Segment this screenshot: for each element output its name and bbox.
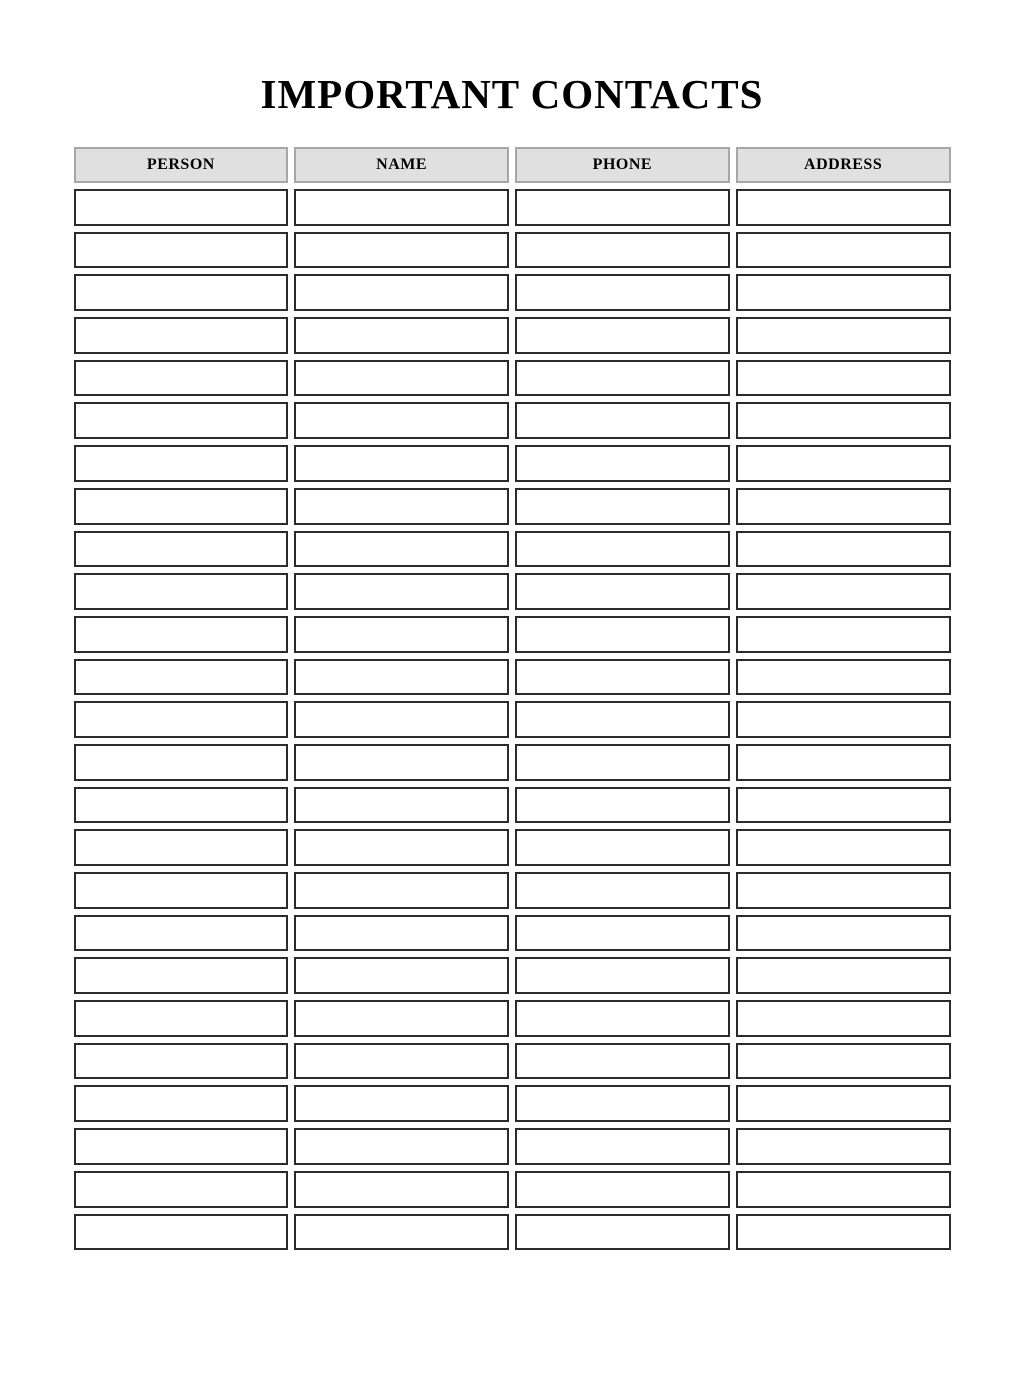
contact-cell-address[interactable] bbox=[736, 232, 951, 269]
contact-cell-name[interactable] bbox=[294, 872, 509, 909]
contact-cell-address[interactable] bbox=[736, 317, 951, 354]
contact-cell-address[interactable] bbox=[736, 360, 951, 397]
column-header-phone: PHONE bbox=[515, 147, 730, 183]
contact-cell-person[interactable] bbox=[74, 616, 289, 653]
contacts-table bbox=[74, 147, 951, 1250]
contact-cell-person[interactable] bbox=[74, 488, 289, 525]
contact-cell-name[interactable] bbox=[294, 1043, 509, 1080]
contact-cell-address[interactable] bbox=[736, 488, 951, 525]
contact-cell-name[interactable] bbox=[294, 189, 509, 226]
contact-cell-address[interactable] bbox=[736, 787, 951, 824]
contact-cell-person[interactable] bbox=[74, 573, 289, 610]
contact-cell-phone[interactable] bbox=[515, 1000, 730, 1037]
contact-cell-phone[interactable] bbox=[515, 915, 730, 952]
contact-cell-name[interactable] bbox=[294, 787, 509, 824]
contact-cell-address[interactable] bbox=[736, 872, 951, 909]
contact-cell-phone[interactable] bbox=[515, 1128, 730, 1165]
contact-cell-name[interactable] bbox=[294, 531, 509, 568]
contact-cell-address[interactable] bbox=[736, 445, 951, 482]
contact-cell-address[interactable] bbox=[736, 1171, 951, 1208]
contact-cell-address[interactable] bbox=[736, 957, 951, 994]
contact-cell-address[interactable] bbox=[736, 1000, 951, 1037]
contact-cell-name[interactable] bbox=[294, 701, 509, 738]
column-header-address: ADDRESS bbox=[736, 147, 951, 183]
contact-cell-phone[interactable] bbox=[515, 445, 730, 482]
contact-cell-phone[interactable] bbox=[515, 531, 730, 568]
contact-cell-person[interactable] bbox=[74, 659, 289, 696]
contact-cell-address[interactable] bbox=[736, 402, 951, 439]
contact-cell-name[interactable] bbox=[294, 957, 509, 994]
contact-cell-address[interactable] bbox=[736, 1085, 951, 1122]
contact-cell-person[interactable] bbox=[74, 1043, 289, 1080]
contact-cell-person[interactable] bbox=[74, 317, 289, 354]
contact-cell-phone[interactable] bbox=[515, 744, 730, 781]
contact-cell-person[interactable] bbox=[74, 274, 289, 311]
contact-cell-person[interactable] bbox=[74, 1000, 289, 1037]
contact-cell-phone[interactable] bbox=[515, 232, 730, 269]
contact-cell-phone[interactable] bbox=[515, 573, 730, 610]
contact-cell-phone[interactable] bbox=[515, 402, 730, 439]
contact-cell-address[interactable] bbox=[736, 915, 951, 952]
contact-cell-phone[interactable] bbox=[515, 360, 730, 397]
contact-cell-person[interactable] bbox=[74, 787, 289, 824]
contact-cell-name[interactable] bbox=[294, 573, 509, 610]
contact-cell-name[interactable] bbox=[294, 1214, 509, 1251]
contact-cell-phone[interactable] bbox=[515, 488, 730, 525]
contact-cell-phone[interactable] bbox=[515, 189, 730, 226]
contact-cell-name[interactable] bbox=[294, 488, 509, 525]
contact-cell-address[interactable] bbox=[736, 189, 951, 226]
contact-cell-address[interactable] bbox=[736, 829, 951, 866]
contact-cell-phone[interactable] bbox=[515, 872, 730, 909]
contact-cell-phone[interactable] bbox=[515, 957, 730, 994]
contact-cell-name[interactable] bbox=[294, 1171, 509, 1208]
contact-cell-name[interactable] bbox=[294, 232, 509, 269]
contact-cell-address[interactable] bbox=[736, 1214, 951, 1251]
contact-cell-name[interactable] bbox=[294, 317, 509, 354]
contact-cell-name[interactable] bbox=[294, 616, 509, 653]
contact-cell-phone[interactable] bbox=[515, 1214, 730, 1251]
contact-cell-person[interactable] bbox=[74, 232, 289, 269]
contact-cell-person[interactable] bbox=[74, 957, 289, 994]
contact-cell-phone[interactable] bbox=[515, 1171, 730, 1208]
contact-cell-person[interactable] bbox=[74, 872, 289, 909]
contact-cell-name[interactable] bbox=[294, 1128, 509, 1165]
contact-cell-phone[interactable] bbox=[515, 787, 730, 824]
contact-cell-name[interactable] bbox=[294, 360, 509, 397]
contact-cell-name[interactable] bbox=[294, 1085, 509, 1122]
contact-cell-address[interactable] bbox=[736, 701, 951, 738]
contact-cell-phone[interactable] bbox=[515, 1085, 730, 1122]
contact-cell-person[interactable] bbox=[74, 402, 289, 439]
column-header-name: NAME bbox=[294, 147, 509, 183]
contact-cell-address[interactable] bbox=[736, 531, 951, 568]
contact-cell-name[interactable] bbox=[294, 1000, 509, 1037]
contact-cell-person[interactable] bbox=[74, 360, 289, 397]
contact-cell-name[interactable] bbox=[294, 274, 509, 311]
contact-cell-name[interactable] bbox=[294, 915, 509, 952]
contact-cell-phone[interactable] bbox=[515, 616, 730, 653]
column-header-person: PERSON bbox=[74, 147, 289, 183]
page-title: IMPORTANT CONTACTS bbox=[260, 71, 764, 117]
contact-cell-name[interactable] bbox=[294, 445, 509, 482]
contact-cell-name[interactable] bbox=[294, 659, 509, 696]
contact-cell-phone[interactable] bbox=[515, 274, 730, 311]
contact-cell-person[interactable] bbox=[74, 531, 289, 568]
contact-cell-name[interactable] bbox=[294, 402, 509, 439]
contact-cell-person[interactable] bbox=[74, 744, 289, 781]
contact-cell-name[interactable] bbox=[294, 829, 509, 866]
contact-cell-name[interactable] bbox=[294, 744, 509, 781]
contact-cell-phone[interactable] bbox=[515, 829, 730, 866]
contact-cell-phone[interactable] bbox=[515, 701, 730, 738]
contact-cell-address[interactable] bbox=[736, 659, 951, 696]
contact-cell-phone[interactable] bbox=[515, 659, 730, 696]
contact-cell-phone[interactable] bbox=[515, 1043, 730, 1080]
contact-cell-person[interactable] bbox=[74, 701, 289, 738]
contact-cell-person[interactable] bbox=[74, 1214, 289, 1251]
contact-cell-person[interactable] bbox=[74, 829, 289, 866]
contact-cell-address[interactable] bbox=[736, 573, 951, 610]
contact-cell-person[interactable] bbox=[74, 915, 289, 952]
contact-cell-address[interactable] bbox=[736, 274, 951, 311]
contact-cell-address[interactable] bbox=[736, 1043, 951, 1080]
contact-cell-person[interactable] bbox=[74, 1171, 289, 1208]
contact-cell-phone[interactable] bbox=[515, 317, 730, 354]
contact-cell-person[interactable] bbox=[74, 189, 289, 226]
contact-cell-address[interactable] bbox=[736, 616, 951, 653]
contact-cell-person[interactable] bbox=[74, 445, 289, 482]
contact-cell-address[interactable] bbox=[736, 744, 951, 781]
contact-cell-person[interactable] bbox=[74, 1085, 289, 1122]
contact-cell-address[interactable] bbox=[736, 1128, 951, 1165]
contact-cell-person[interactable] bbox=[74, 1128, 289, 1165]
